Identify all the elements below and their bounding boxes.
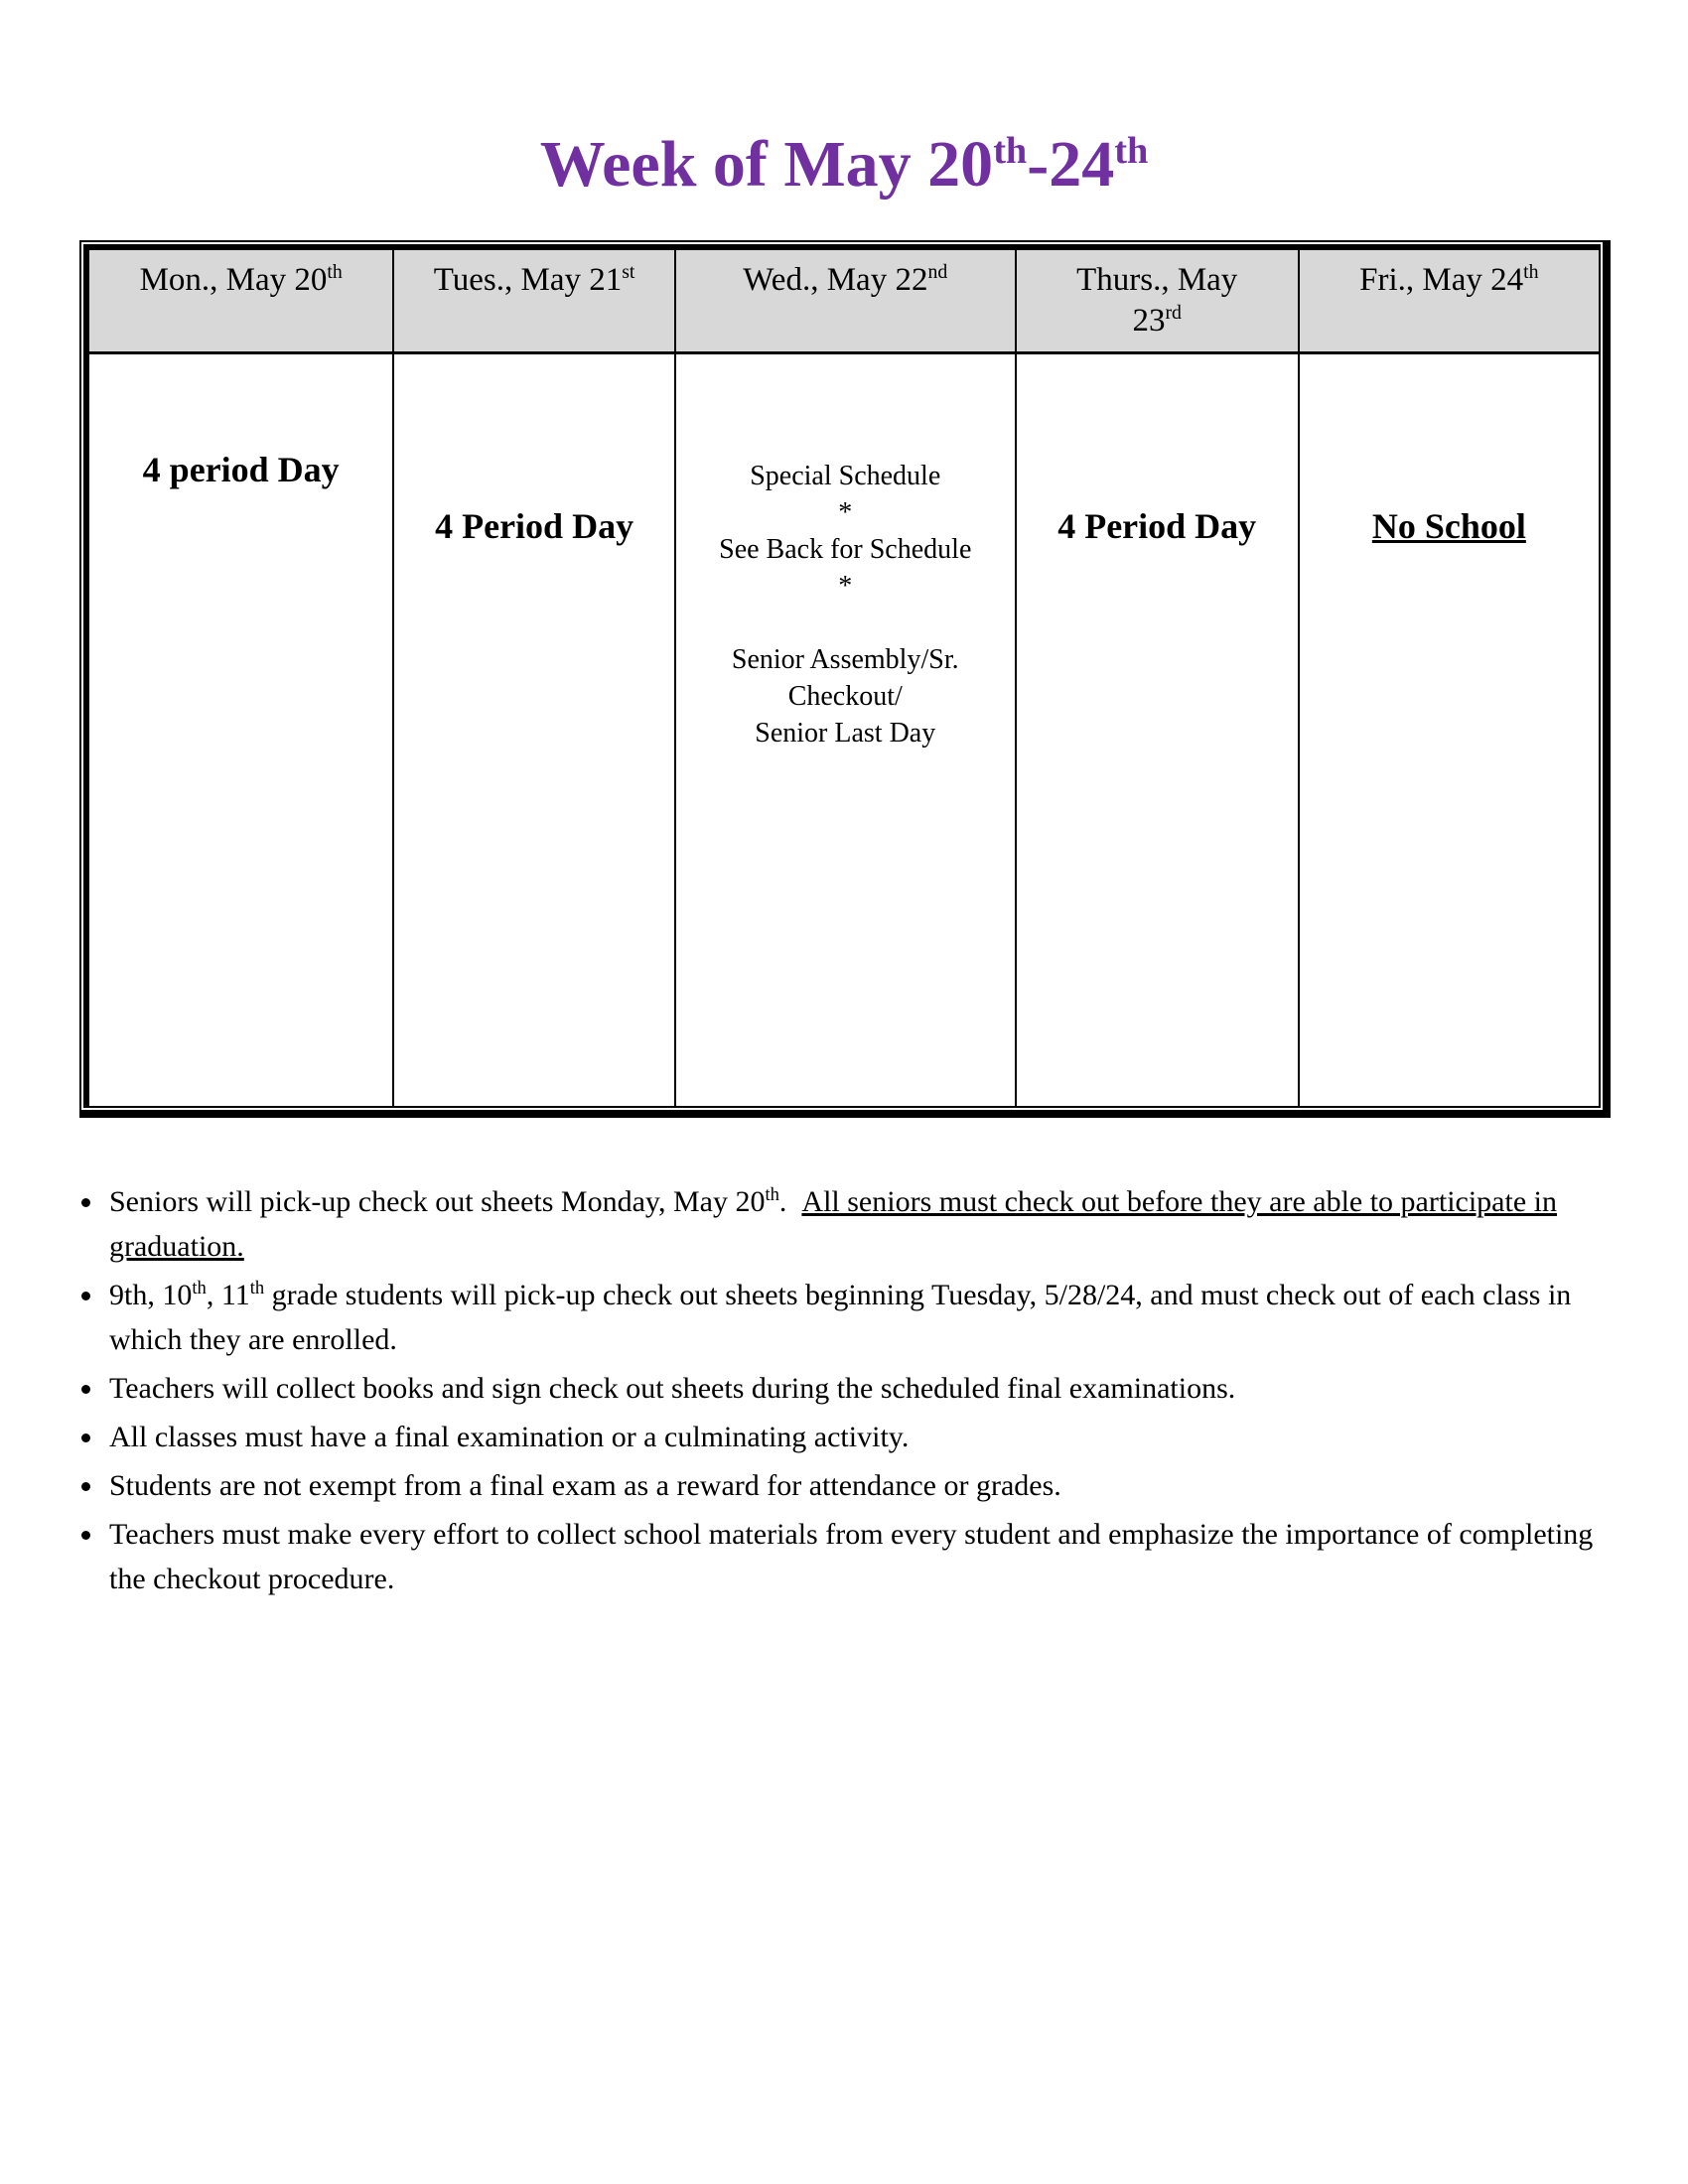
note-item-6: • Teachers must make every effort to collect school materials from every student and emphasize the importance of completing the checkout procedure. — [105, 1512, 1611, 1601]
weekly-schedule-table — [79, 240, 1611, 1119]
column-header-wednesday: Wed., May 22nd — [675, 247, 1016, 353]
notes-list — [60, 1179, 1611, 1601]
note-item-4: • All classes must have a final examination or a culminating activity. — [105, 1415, 1611, 1459]
note-item-5: • Students are not exempt from a final exam as a reward for attendance or grades. — [105, 1463, 1611, 1508]
cell-friday: No School — [1299, 352, 1600, 1107]
schedule-table — [83, 244, 1601, 1109]
note-item-2: • 9th, 10th, 11th grade students will pick-up check out sheets beginning Tuesday, 5/28/24, and must check out of each class in which they are enrolled. — [105, 1273, 1611, 1362]
column-header-thursday: Thurs., May 23rd — [1016, 247, 1299, 353]
cell-monday: 4 period Day — [86, 352, 393, 1107]
column-header-monday: Mon., May 20th — [86, 247, 393, 353]
body-row — [86, 352, 1600, 1107]
note-item-3: • Teachers will collect books and sign check out sheets during the scheduled final examinations. — [105, 1366, 1611, 1411]
cell-tuesday: 4 Period Day — [393, 352, 674, 1107]
cell-thursday: 4 Period Day — [1016, 352, 1299, 1107]
page-title: Week of May 20th-24th — [539, 128, 1149, 201]
column-header-friday: Fri., May 24th — [1299, 247, 1600, 353]
note-item-1: • Seniors will pick-up check out sheets Monday, May 20th. All seniors must check out before they are able to participate in graduation. — [105, 1179, 1611, 1269]
column-header-tuesday: Tues., May 21st — [393, 247, 674, 353]
cell-wednesday: Special Schedule * See Back for Schedule * Senior Assembly/Sr. Checkout/ Senior Last Day — [675, 352, 1016, 1107]
header-row — [86, 247, 1600, 353]
